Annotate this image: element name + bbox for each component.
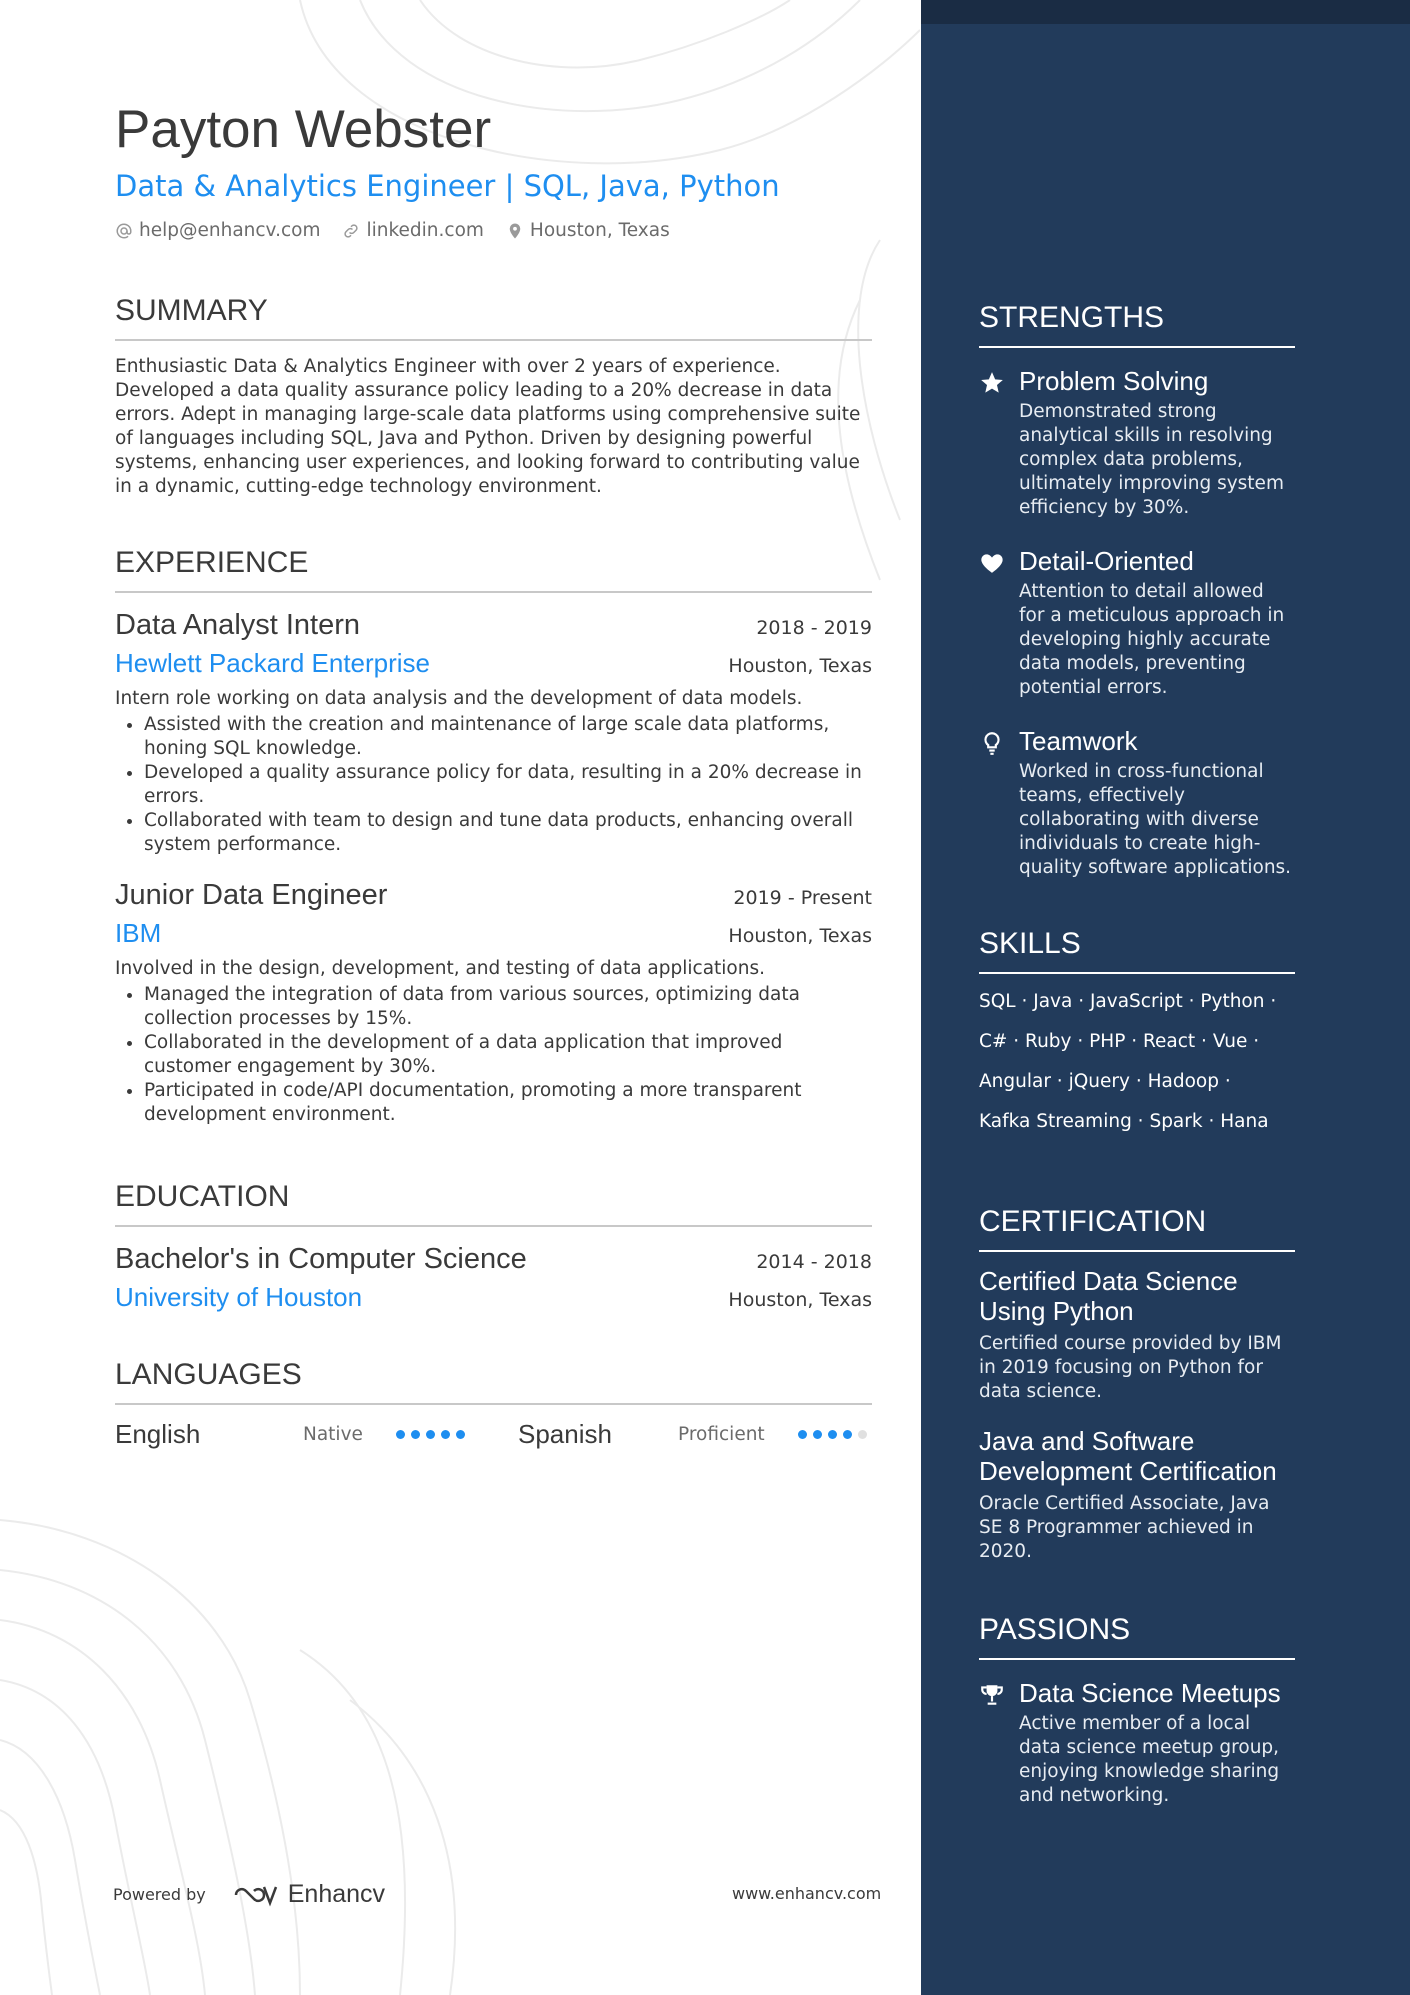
languages-row bbox=[115, 1419, 872, 1450]
experience-bullet: • Collaborated in the development of a data application that improved customer engagement by 30%. bbox=[144, 1031, 872, 1079]
strength-text: Attention to detail allowed for a meticulous approach in developing highly accurate data models, preventing potential errors. bbox=[1019, 581, 1285, 698]
language-name: Spanish bbox=[518, 1419, 612, 1449]
link-icon bbox=[342, 222, 360, 240]
experience-company: Hewlett Packard Enterprise bbox=[115, 648, 431, 678]
experience-entry bbox=[115, 605, 872, 857]
trophy-icon bbox=[979, 1682, 1005, 1708]
candidate-headline: Data & Analytics Engineer | SQL, Java, Python bbox=[115, 169, 780, 203]
rating-dot bbox=[441, 1430, 450, 1439]
experience-bullet: • Managed the integration of data from various sources, optimizing data collection processes by 15%. bbox=[144, 983, 872, 1031]
contact-linkedin[interactable] bbox=[342, 220, 483, 241]
strength-text: Demonstrated strong analytical skills in resolving complex data problems, ultimately improving system efficiency by 30%. bbox=[1019, 401, 1284, 518]
skills-line: Kafka Streaming · Spark · Hana bbox=[979, 1111, 1269, 1132]
strength-title: Teamwork bbox=[1019, 726, 1138, 756]
experience-description: Involved in the design, development, and testing of data applications. bbox=[115, 958, 765, 979]
education-section bbox=[115, 1177, 872, 1315]
enhancv-logo-icon bbox=[232, 1883, 278, 1907]
education-degree: Bachelor's in Computer Science bbox=[115, 1243, 527, 1275]
passion-title: Data Science Meetups bbox=[1019, 1678, 1281, 1708]
language-level: Native bbox=[303, 1424, 363, 1445]
experience-location: Houston, Texas bbox=[728, 925, 872, 947]
enhancv-brand-name: Enhancv bbox=[287, 1880, 386, 1908]
certification-text: Oracle Certified Associate, Java SE 8 Programmer achieved in 2020. bbox=[979, 1493, 1270, 1562]
experience-section bbox=[115, 543, 872, 1127]
rating-dot bbox=[456, 1430, 465, 1439]
strengths-title: STRENGTHS bbox=[979, 298, 1295, 348]
rating-dot bbox=[396, 1430, 405, 1439]
strength-item bbox=[979, 544, 1295, 700]
rating-dot bbox=[411, 1430, 420, 1439]
education-title: EDUCATION bbox=[115, 1177, 872, 1227]
experience-location: Houston, Texas bbox=[728, 655, 872, 677]
experience-bullet: • Collaborated with team to design and tune data products, enhancing overall system performance. bbox=[144, 809, 872, 857]
language-level: Proficient bbox=[678, 1424, 765, 1445]
passion-item bbox=[979, 1676, 1295, 1808]
certification-name: Java and Software Development Certification bbox=[979, 1426, 1277, 1486]
passions-title: PASSIONS bbox=[979, 1610, 1295, 1660]
experience-dates: 2018 - 2019 bbox=[756, 617, 872, 639]
languages-section bbox=[115, 1355, 872, 1450]
strength-text: Worked in cross-functional teams, effectively collaborating with diverse individuals to create high-quality software applications. bbox=[1019, 761, 1292, 878]
language-rating bbox=[396, 1430, 518, 1439]
experience-description: Intern role working on data analysis and the development of data models. bbox=[115, 688, 803, 709]
experience-bullet: • Participated in code/API documentation, promoting a more transparent development environment. bbox=[144, 1079, 872, 1127]
experience-bullet: • Assisted with the creation and maintenance of large scale data platforms, honing SQL knowledge. bbox=[144, 713, 872, 761]
skills-line: SQL · Java · JavaScript · Python · bbox=[979, 991, 1277, 1012]
star-icon bbox=[979, 370, 1005, 396]
main-column bbox=[115, 96, 872, 1450]
certification-title: CERTIFICATION bbox=[979, 1202, 1295, 1252]
contact-location bbox=[506, 220, 670, 241]
summary-section bbox=[115, 291, 872, 499]
experience-dates: 2019 - Present bbox=[733, 887, 872, 909]
contact-linkedin-text: linkedin.com bbox=[366, 220, 484, 241]
contact-row bbox=[115, 220, 872, 241]
rating-dot bbox=[828, 1430, 837, 1439]
strength-title: Detail-Oriented bbox=[1019, 546, 1194, 576]
footer-website[interactable]: www.enhancv.com bbox=[732, 1884, 882, 1903]
lightbulb-icon bbox=[979, 730, 1005, 756]
strength-item bbox=[979, 724, 1295, 880]
powered-by-label: Powered by bbox=[113, 1885, 206, 1904]
languages-title: LANGUAGES bbox=[115, 1355, 872, 1405]
sidebar bbox=[921, 0, 1410, 1995]
experience-role: Data Analyst Intern bbox=[115, 609, 361, 641]
enhancv-logo[interactable] bbox=[232, 1880, 385, 1909]
skills-line: C# · Ruby · PHP · React · Vue · bbox=[979, 1031, 1260, 1052]
rating-dot bbox=[426, 1430, 435, 1439]
sidebar-top-strip bbox=[921, 0, 1410, 24]
contact-location-text: Houston, Texas bbox=[529, 220, 670, 241]
experience-title: EXPERIENCE bbox=[115, 543, 872, 593]
certification-text: Certified course provided by IBM in 2019 focusing on Python for data science. bbox=[979, 1333, 1282, 1402]
experience-bullet: • Developed a quality assurance policy for data, resulting in a 20% decrease in errors. bbox=[144, 761, 872, 809]
footer-powered-by bbox=[113, 1880, 385, 1909]
education-location: Houston, Texas bbox=[728, 1289, 872, 1311]
education-school: University of Houston bbox=[115, 1282, 363, 1312]
rating-dot bbox=[858, 1430, 867, 1439]
strength-title: Problem Solving bbox=[1019, 366, 1209, 396]
contact-email-text: help@enhancv.com bbox=[139, 220, 321, 241]
contact-email[interactable] bbox=[115, 220, 320, 241]
skills-title: SKILLS bbox=[979, 924, 1295, 974]
language-name: English bbox=[115, 1419, 201, 1449]
location-icon bbox=[506, 222, 524, 240]
candidate-name: Payton Webster bbox=[115, 100, 492, 159]
heart-icon bbox=[979, 550, 1005, 576]
certification-item bbox=[979, 1426, 1295, 1564]
rating-dot bbox=[798, 1430, 807, 1439]
skills-list bbox=[979, 982, 1295, 1142]
summary-title: SUMMARY bbox=[115, 291, 872, 341]
at-icon bbox=[115, 222, 133, 240]
experience-bullets bbox=[115, 983, 872, 1127]
experience-role: Junior Data Engineer bbox=[115, 879, 388, 911]
experience-bullets bbox=[115, 713, 872, 857]
experience-entry bbox=[115, 875, 872, 1127]
skills-line: Angular · jQuery · Hadoop · bbox=[979, 1071, 1231, 1092]
strength-item bbox=[979, 364, 1295, 520]
education-dates: 2014 - 2018 bbox=[756, 1251, 872, 1273]
language-rating bbox=[798, 1430, 867, 1439]
experience-company: IBM bbox=[115, 918, 162, 948]
rating-dot bbox=[843, 1430, 852, 1439]
certification-item bbox=[979, 1266, 1295, 1404]
certification-name: Certified Data Science Using Python bbox=[979, 1266, 1238, 1326]
summary-text: Enthusiastic Data & Analytics Engineer with over 2 years of experience. Developed a data quality assurance policy leading to a 20% decrease in data errors. Adept in managing large-scale data platforms using comprehensive suite of languages including SQL, Java and Python. Driven by designing powerful systems, enhancing user experiences, and looking forward to contributing value in a dynamic, cutting-edge technology environment. bbox=[115, 356, 861, 497]
rating-dot bbox=[813, 1430, 822, 1439]
passion-text: Active member of a local data science meetup group, enjoying knowledge sharing and networking. bbox=[1019, 1713, 1280, 1806]
